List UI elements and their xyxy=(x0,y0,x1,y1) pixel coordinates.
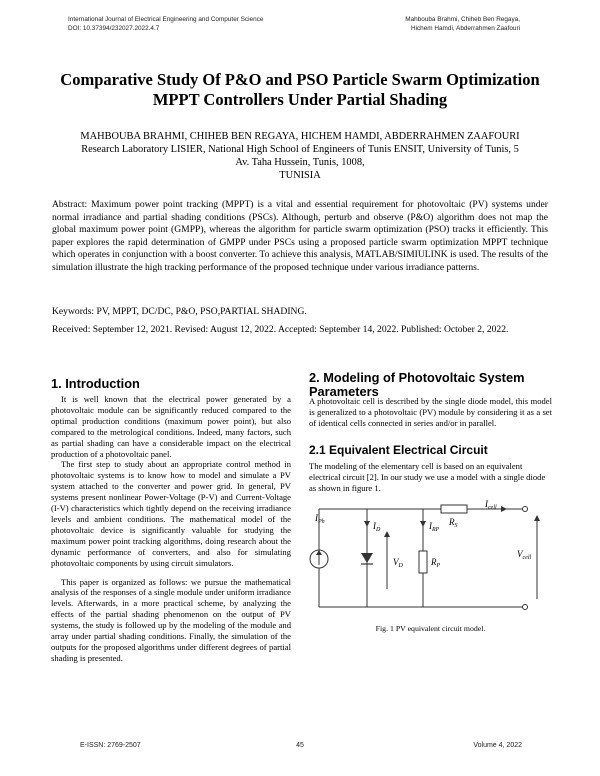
intro-paragraph-2: The first step to study about an appropriate control method in photovoltaic systems is to know how to model and simulate a PV system attached to the converter and power grid. In general, PV systems present nonlinear Power-Voltage (P-V) and Current-Voltage (I-V) characteristics which tightly depend on the receiving irradiance levels and ambient conditions. The mathematical model of the photovoltaic device is significantly valuable for studying the maximum power point tracking algorithms, doing research about the dynamic performance of converters, and also for simulating photovoltaic components by using circuit simulators. xyxy=(51,459,291,568)
figure-caption: Fig. 1 PV equivalent circuit model. xyxy=(375,624,486,633)
footer-issn: E-ISSN: 2769-2507 xyxy=(80,742,141,749)
label-vd: $V_D$ xyxy=(393,557,403,569)
label-rs: $R_S$ xyxy=(449,517,458,529)
page-number: 45 xyxy=(296,742,304,749)
affiliation: Research Laboratory LISIER, National High School of Engineers of Tunis ENSIT, University of Tunis, 5 Av. Taha Hussein, Tunis, 1008, xyxy=(81,144,519,168)
keywords: Keywords: PV, MPPT, DC/DC, P&O, PSO,PARTIAL SHADING. xyxy=(52,306,307,317)
introduction-text xyxy=(51,394,291,664)
label-irp: $I_{RP}$ xyxy=(429,521,440,533)
label-id: $I_D$ xyxy=(373,521,381,533)
label-icell: $I_{cell}$ xyxy=(485,499,497,511)
journal-name: International Journal of Electrical Engineering and Computer Science xyxy=(68,16,264,23)
abstract: Abstract: Maximum power point tracking (MPPT) is a vital and essential requirement for photovoltaic (PV) systems under normal irradiance and partial shading conditions (PSCs). Although, perturb and observe (P&O) algorithm does not map the global maximum power point (GMPP), whereas the algorithm for particle swarm optimization (PSO) tracks it efficiently. This paper explores the rapid determination of GMPP under PSCs using a proposed particle swarm optimization MPPT technique which operates in conjunction with a boost converter. To achieve this analysis, MATLAB/SIMIULINK is used. The results of the simulation illustrate the high tracking performance of the proposed technique under various irradiance patterns. xyxy=(52,199,548,273)
author-names: MAHBOUBA BRAHMI, CHIHEB BEN REGAYA, HICHEM HAMDI, ABDERRAHMEN ZAAFOURI xyxy=(80,131,520,142)
paper-title xyxy=(40,70,560,110)
section-heading-modeling: 2. Modeling of Photovoltaic System Parameters xyxy=(309,370,525,399)
pv-equivalent-circuit-figure xyxy=(309,499,554,621)
received-dates: Received: September 12, 2021. Revised: August 12, 2022. Accepted: September 14, 2022. Published: October 2, 2022. xyxy=(52,324,509,335)
country: TUNISIA xyxy=(279,170,321,181)
label-rp: $R_P$ xyxy=(431,557,441,569)
running-header-left xyxy=(68,15,263,33)
running-header-right xyxy=(405,15,520,33)
section-heading-introduction: 1. Introduction xyxy=(51,376,140,391)
doi: DOI: 10.37394/232027.2022.4.7 xyxy=(68,25,160,32)
footer-volume: Volume 4, 2022 xyxy=(473,742,522,749)
title-line2: MPPT Controllers Under Partial Shading xyxy=(152,90,448,109)
header-authors-line1: Mahbouba Brahmi, Chiheb Ben Regaya, xyxy=(405,16,520,23)
section2-paragraph-1: A photovoltaic cell is described by the single diode model, this model is generalized to a photovoltaic (PV) module by considering it as a set of identical cells connected in series and/or in parallel. xyxy=(309,396,552,428)
author-block xyxy=(40,130,560,182)
intro-paragraph-1: It is well known that the electrical power generated by a photovoltaic module can be significantly reduced compared to the optimal production conditions (maximum power point), but also compared to the metrological conditions. Indeed, many factors, such as partial shading can have a considerable impact on the electrical production of a photovoltaic panel. xyxy=(51,394,291,459)
intro-paragraph-3: This paper is organized as follows: we pursue the mathematical analysis of the responses of a single module under uniform irradiance levels. Afterwards, in a more practical scheme, by analyzing the effects of the partial shading phenomenon on the output of PV systems, the study is followed up by the modeling of the module and array under partial shading conditions. Finally, the simulation of the outputs for the proposed algorithms under different degrees of partial shading is presented. xyxy=(51,576,291,663)
title-line1: Comparative Study Of P&O and PSO Particle Swarm Optimization xyxy=(60,70,540,89)
section2-paragraph-2: The modeling of the elementary cell is based on an equivalent electrical circuit [2]. In our study we use a model with a single diode as shown in figure 1. xyxy=(309,461,546,493)
header-authors-line2: Hichem Hamdi, Abderrahmen Zaafouri xyxy=(410,25,520,32)
label-iph: $I_{Ph}$ xyxy=(315,513,325,525)
subsection-heading-equivalent-circuit: 2.1 Equivalent Electrical Circuit xyxy=(309,443,488,457)
label-vcell: $V_{cell}$ xyxy=(517,549,532,561)
